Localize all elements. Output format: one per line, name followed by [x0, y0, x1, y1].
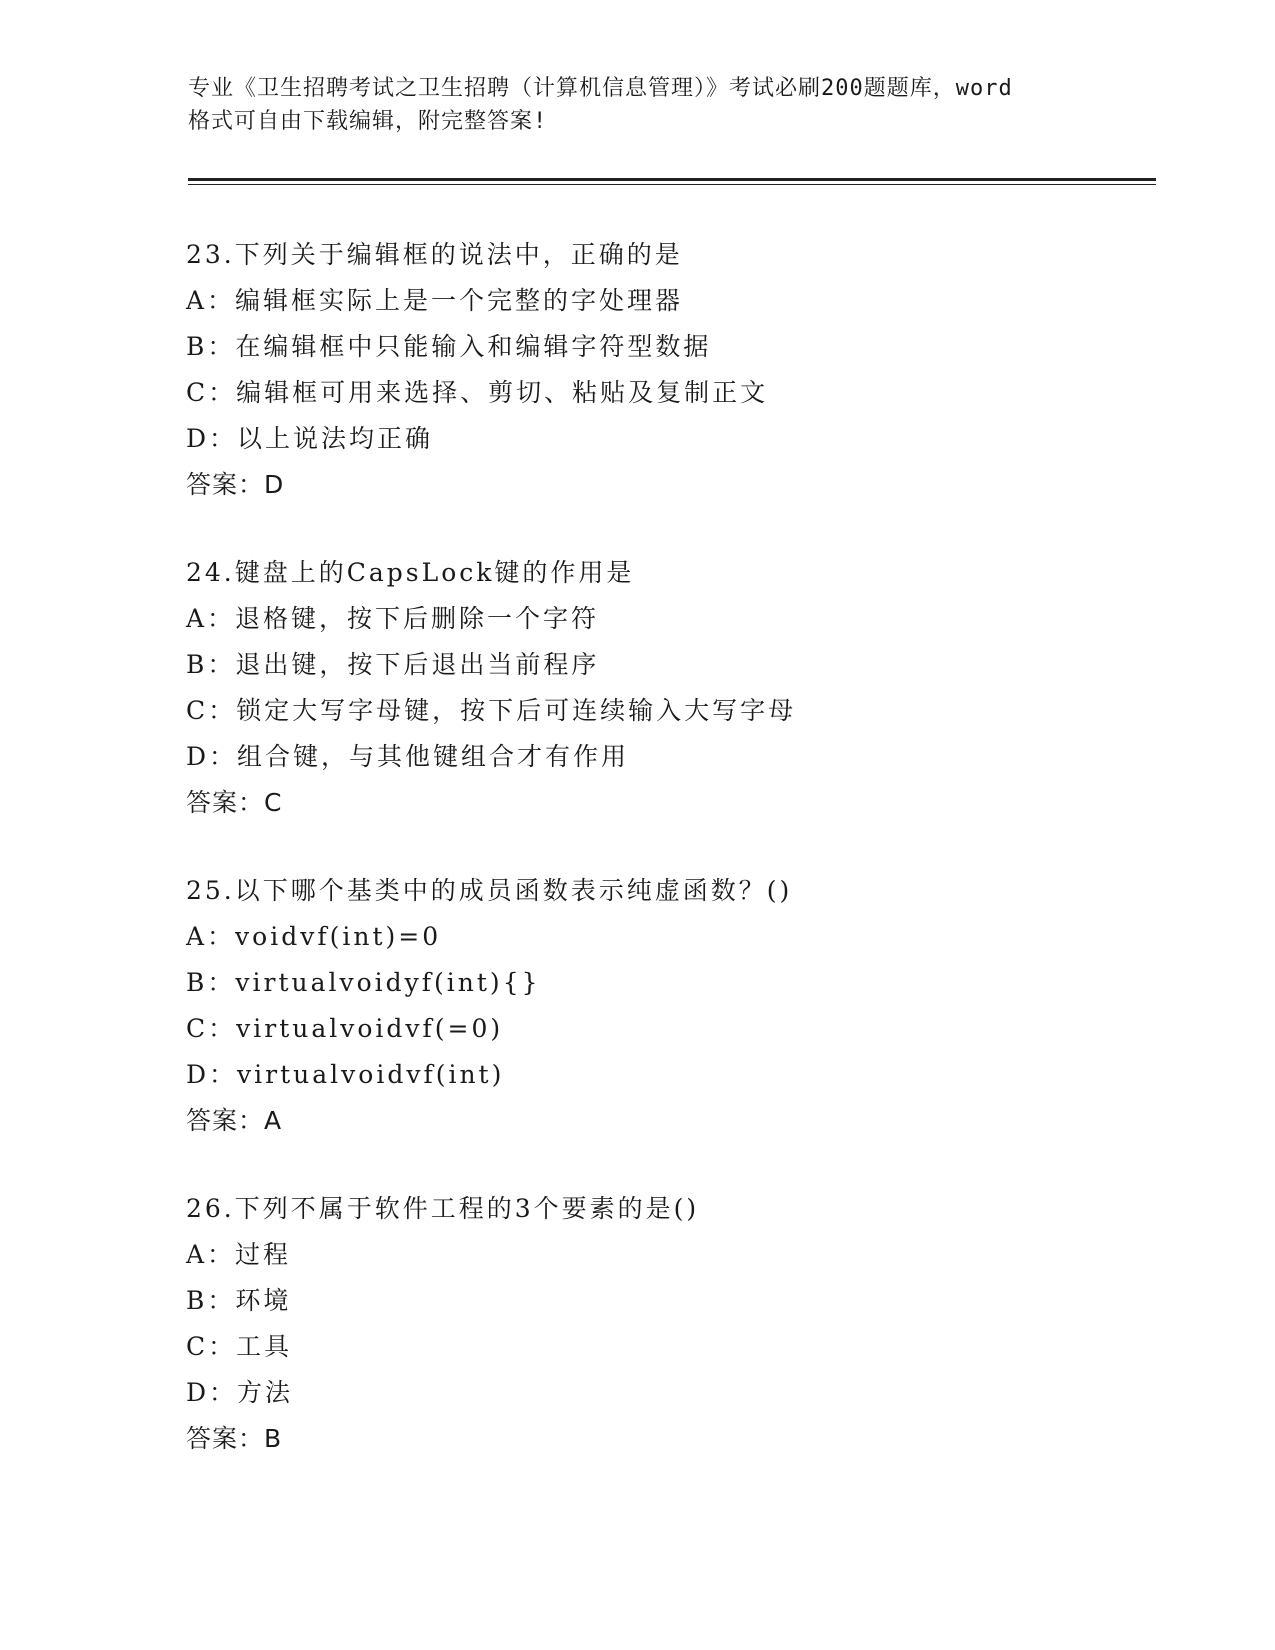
- option-a: A：编辑框实际上是一个完整的字处理器: [186, 286, 684, 315]
- option-b: B：在编辑框中只能输入和编辑字符型数据: [186, 332, 712, 361]
- option-c: C：编辑框可用来选择、剪切、粘贴及复制正文: [186, 378, 769, 407]
- header-line-2: 格式可自由下载编辑，附完整答案!: [188, 109, 548, 134]
- question-block: [186, 1186, 1166, 1462]
- option-c: C：virtualvoidvf(=0): [186, 1014, 504, 1043]
- option-b: B：virtualvoidyf(int){}: [186, 968, 541, 997]
- question-block: [186, 868, 1166, 1144]
- option-d: D：组合键，与其他键组合才有作用: [186, 742, 630, 771]
- question-stem: 26.下列不属于软件工程的3个要素的是(): [186, 1194, 700, 1223]
- question-block: [186, 232, 1166, 508]
- option-a: A：退格键，按下后删除一个字符: [186, 604, 600, 633]
- option-b: B：退出键，按下后退出当前程序: [186, 650, 600, 679]
- header-line-1: 专业《卫生招聘考试之卫生招聘（计算机信息管理）》考试必刷200题题库，word: [188, 76, 1013, 101]
- header-divider-thick: [188, 178, 1156, 181]
- question-block: [186, 550, 1166, 826]
- answer-line: 答案：C: [186, 788, 283, 817]
- question-stem: 24.键盘上的CapsLock键的作用是: [186, 558, 635, 587]
- option-b: B：环境: [186, 1286, 292, 1315]
- option-c: C：工具: [186, 1332, 293, 1361]
- question-stem: 23.下列关于编辑框的说法中，正确的是: [186, 240, 683, 269]
- answer-line: 答案：B: [186, 1424, 283, 1453]
- document-header: [188, 72, 1108, 138]
- option-a: A：过程: [186, 1240, 292, 1269]
- answer-line: 答案：D: [186, 470, 285, 499]
- option-d: D：方法: [186, 1378, 294, 1407]
- option-a: A：voidvf(int)=0: [186, 922, 442, 951]
- answer-line: 答案：A: [186, 1106, 283, 1135]
- option-c: C：锁定大写字母键，按下后可连续输入大写字母: [186, 696, 797, 725]
- option-d: D：以上说法均正确: [186, 424, 434, 453]
- question-stem: 25.以下哪个基类中的成员函数表示纯虚函数？(): [186, 876, 793, 905]
- header-divider-thin: [188, 184, 1156, 185]
- option-d: D：virtualvoidvf(int): [186, 1060, 505, 1089]
